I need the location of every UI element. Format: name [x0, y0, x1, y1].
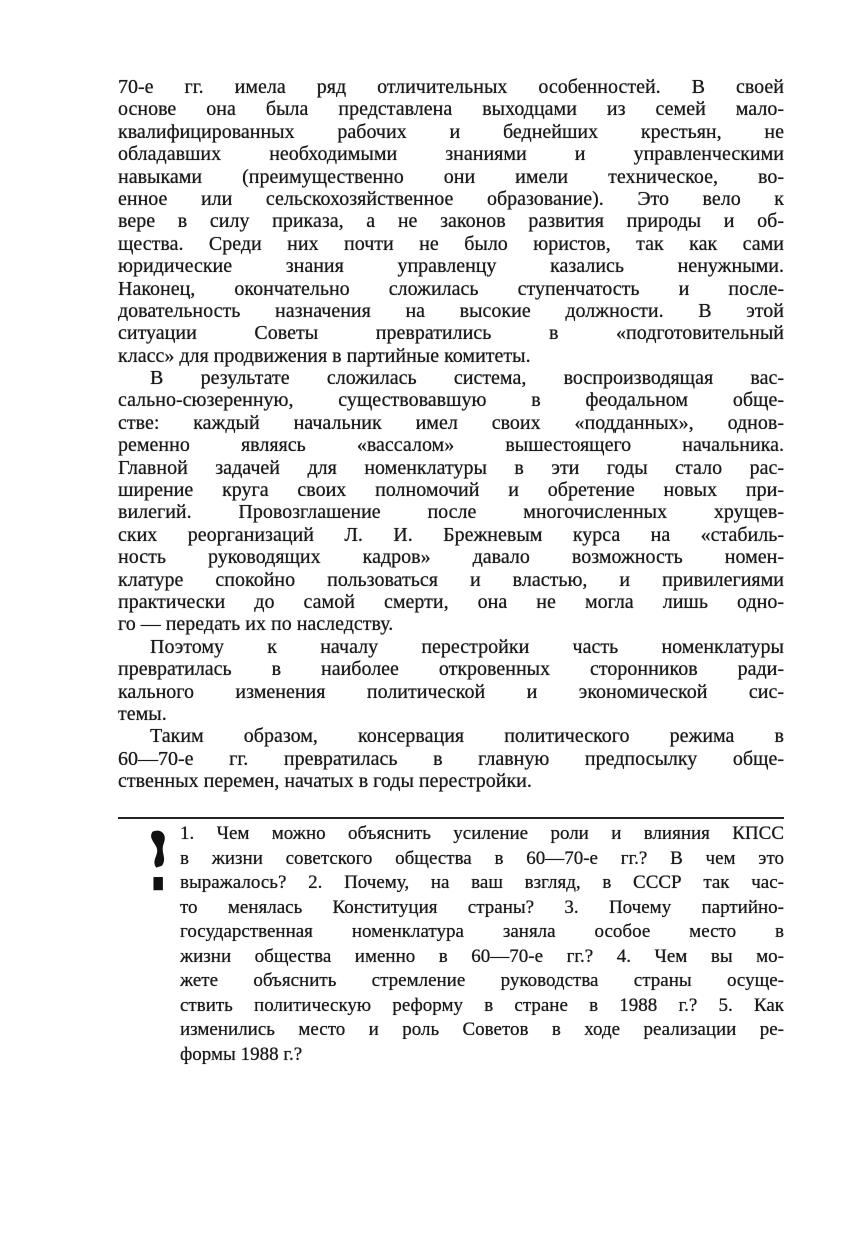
text-line: довательность назначения на высокие должности. В этой — [118, 299, 784, 322]
text-line: ситуации Советы превратились в «подготовительный — [118, 322, 784, 345]
text-line: квалифицированных рабочих и беднейших крестьян, не — [118, 120, 784, 143]
text-line: ственных перемен, начатых в годы перестройки. — [118, 770, 532, 793]
text-line: вилегий. Провозглашение после многочисленных хрущев- — [118, 501, 784, 524]
text-line: стве: каждый начальник имел своих «подданных», однов- — [118, 411, 784, 434]
text-line: енное или сельскохозяйственное образование). Это вело к — [118, 187, 784, 210]
text-line: темы. — [118, 702, 167, 725]
question-line: жизни общества именно в 60—70-е гг.? 4. Чем вы мо- — [180, 945, 784, 967]
question-line: формы 1988 г.? — [180, 1043, 303, 1065]
text-line: обладавших необходимыми знаниями и управленческими — [118, 143, 784, 166]
text-line: кального изменения политической и экономической сис- — [118, 680, 784, 703]
question-line: то менялась Конституция страны? 3. Почему партийно- — [180, 896, 784, 918]
question-line: государственная номенклатура заняла особое место в — [180, 921, 784, 942]
text-line: 60—70-е гг. превратилась в главную предпосылку обще- — [118, 747, 784, 770]
text-line: 70-е гг. имела ряд отличительных особенностей. В своей — [118, 76, 784, 98]
text-line: щества. Среди них почти не было юристов, так как сами — [118, 232, 784, 255]
question-line: изменились место и роль Советов в ходе реализации ре- — [180, 1019, 784, 1040]
question-line: в жизни советского общества в 60—70-е гг.? В чем это — [180, 847, 784, 869]
text-line: вере в силу приказа, а не законов развития природы и об- — [118, 210, 784, 233]
text-line: Поэтому к началу перестройки часть номенклатуры — [150, 635, 784, 658]
text-line: го — передать их по наследству. — [118, 613, 394, 636]
text-line: Главной задачей для номенклатуры в эти годы стало рас- — [118, 456, 784, 479]
question-line: жете объяснить стремление руководства страны осуще- — [180, 970, 784, 991]
section-divider — [118, 817, 784, 819]
main-text — [118, 76, 784, 793]
text-line: В результате сложилась система, воспроизводящая вас- — [150, 367, 784, 390]
question-mark-icon — [146, 828, 176, 894]
text-line: ность руководящих кадров» давало возможность номен- — [118, 546, 784, 569]
text-line: ширение круга своих полномочий и обретение новых при- — [118, 479, 784, 502]
text-line: Наконец, окончательно сложилась ступенчатость и после- — [118, 277, 784, 300]
text-line: практически до самой смерти, она не могла лишь одно- — [118, 590, 784, 613]
text-line: юридические знания управленцу казались ненужными. — [118, 255, 784, 278]
text-line: Таким образом, консервация политического режима в — [150, 725, 784, 748]
text-line: навыками (преимущественно они имели техническое, во- — [118, 165, 784, 188]
text-line: клатуре спокойно пользоваться и властью, и привилегиями — [118, 568, 784, 591]
text-line: основе она была представлена выходцами из семей мало- — [118, 98, 784, 121]
question-line: ствить политическую реформу в стране в 1988 г.? 5. Как — [180, 994, 784, 1016]
text-line: ских реорганизаций Л. И. Брежневым курса на «стабиль- — [118, 523, 784, 546]
text-line: сально-сюзеренную, существовавшую в феодальном обще- — [118, 389, 784, 412]
text-line: класс» для продвижения в партийные комитеты. — [118, 344, 531, 367]
text-line: ременно являясь «вассалом» вышестоящего начальника. — [118, 434, 784, 457]
question-line: выражалось? 2. Почему, на ваш взгляд, в СССР так час- — [180, 872, 784, 893]
text-line: превратилась в наиболее откровенных сторонников ради- — [118, 658, 784, 681]
review-questions — [180, 822, 784, 1067]
question-line: 1. Чем можно объяснить усиление роли и влияния КПСС — [180, 823, 784, 844]
